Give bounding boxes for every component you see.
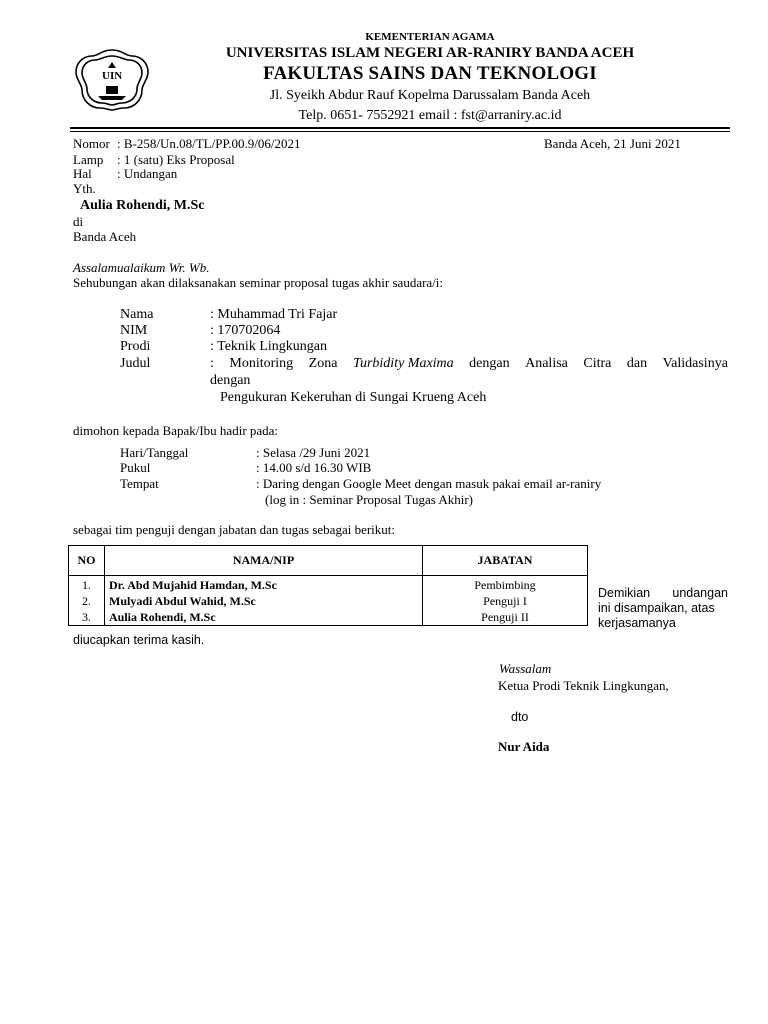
examiner-position: Penguji I (423, 593, 588, 609)
university-logo (72, 48, 152, 112)
thesis-title-label: Judul (120, 356, 151, 371)
student-name-label: Nama (120, 307, 154, 322)
recipient-city: Banda Aceh (73, 229, 137, 244)
student-nim-value: : 170702064 (210, 323, 281, 338)
student-program-label: Prodi (120, 339, 151, 354)
subject-label: Hal (73, 166, 92, 181)
recipient-di: di (73, 214, 84, 229)
header-divider-thick (70, 127, 730, 129)
attachment-value: : 1 (satu) Eks Proposal (117, 152, 235, 167)
table-row (69, 576, 588, 594)
faculty-name: FAKULTAS SAINS DAN TEKNOLOGI (263, 63, 597, 84)
thesis-title-word: Validasinya (662, 356, 728, 371)
closing-note-line-2: ini disampaikan, atas (598, 601, 715, 615)
examiner-name: Dr. Abd Mujahid Hamdan, M.Sc (105, 576, 423, 594)
thesis-title-colon: : (210, 356, 214, 371)
schedule-time-label: Pukul (120, 460, 151, 475)
closing-note-word: undangan (672, 586, 728, 600)
row-number: 1. (69, 576, 105, 594)
thesis-title-line-1 (210, 356, 728, 372)
schedule-place-label: Tempat (120, 476, 159, 491)
schedule-place-value: : Daring dengan Google Meet dengan masuk pakai email ar-raniry (256, 476, 602, 491)
recipient-name: Aulia Rohendi, M.Sc (80, 198, 205, 213)
signature-dto: dto (511, 710, 529, 724)
thesis-title-word: dengan (469, 356, 510, 371)
thesis-title-word: Citra (583, 356, 612, 371)
examiner-position: Penguji II (423, 609, 588, 626)
column-header-no: NO (69, 546, 105, 576)
signatory-title: Ketua Prodi Teknik Lingkungan, (498, 678, 669, 693)
row-number: 3. (69, 609, 105, 626)
schedule-date-label: Hari/Tanggal (120, 445, 189, 460)
examiner-position: Pembimbing (423, 576, 588, 594)
logo-lettering: UIN (102, 70, 123, 82)
recipient-salutation: Yth. (73, 181, 96, 196)
closing-note-line-1 (598, 586, 728, 601)
row-number: 2. (69, 593, 105, 609)
letter-number-value: : B-258/Un.08/TL/PP.00.9/06/2021 (117, 136, 301, 151)
opening-greeting: Assalamualaikum Wr. Wb. (73, 260, 210, 275)
schedule-date-value: : Selasa /29 Juni 2021 (256, 445, 371, 460)
thesis-title-word: Monitoring (229, 356, 294, 371)
closing-note-word: Demikian (598, 586, 651, 600)
thesis-title-term: Turbidity Maxima (352, 356, 454, 371)
examiner-name: Aulia Rohendi, M.Sc (105, 609, 423, 626)
faculty-contact: Telp. 0651- 7552921 email : fst@arraniry.ac.id (298, 108, 562, 123)
schedule-place-login: (log in : Seminar Proposal Tugas Akhir) (265, 492, 474, 507)
student-program-value: : Teknik Lingkungan (210, 339, 327, 354)
university-name: UNIVERSITAS ISLAM NEGERI AR-RANIRY BANDA ACEH (225, 45, 635, 61)
closing-note (598, 586, 728, 631)
letter-number-label: Nomor (73, 136, 110, 151)
column-header-position: JABATAN (423, 546, 588, 576)
ministry-name: KEMENTERIAN AGAMA (365, 31, 495, 43)
closing-note-line-3: kerjasamanya (598, 616, 676, 630)
attendance-request: dimohon kepada Bapak/Ibu hadir pada: (73, 423, 279, 438)
examiner-table (68, 545, 588, 626)
examiner-name: Mulyadi Abdul Wahid, M.Sc (105, 593, 423, 609)
intro-sentence: Sehubungan akan dilaksanakan seminar proposal tugas akhir saudara/i: (73, 275, 444, 290)
thesis-title-line-2: dengan (210, 373, 251, 388)
thesis-title-line-3: Pengukuran Kekeruhan di Sungai Krueng Aceh (220, 390, 487, 405)
thesis-title-word: Analisa (525, 356, 568, 371)
table-row (69, 609, 588, 626)
student-name-value: : Muhammad Tri Fajar (210, 307, 338, 322)
schedule-time-value: : 14.00 s/d 16.30 WIB (256, 460, 372, 475)
thanks-sentence: diucapkan terima kasih. (73, 633, 205, 647)
subject-value: : Undangan (117, 166, 178, 181)
table-row (69, 593, 588, 609)
examiner-team-intro: sebagai tim penguji dengan jabatan dan tugas sebagai berikut: (73, 522, 396, 537)
thesis-title-word: dan (626, 356, 648, 371)
examiner-table-header (69, 546, 588, 576)
signatory-name: Nur Aida (498, 739, 550, 754)
student-nim-label: NIM (120, 323, 148, 338)
faculty-address: Jl. Syeikh Abdur Rauf Kopelma Darussalam Banda Aceh (269, 88, 591, 103)
thesis-title-word: Zona (308, 356, 338, 371)
closing-greeting: Wassalam (499, 661, 552, 676)
attachment-label: Lamp (73, 152, 104, 167)
place-date: Banda Aceh, 21 Juni 2021 (544, 136, 681, 151)
column-header-name: NAMA/NIP (105, 546, 423, 576)
header-divider-thin (70, 131, 730, 132)
